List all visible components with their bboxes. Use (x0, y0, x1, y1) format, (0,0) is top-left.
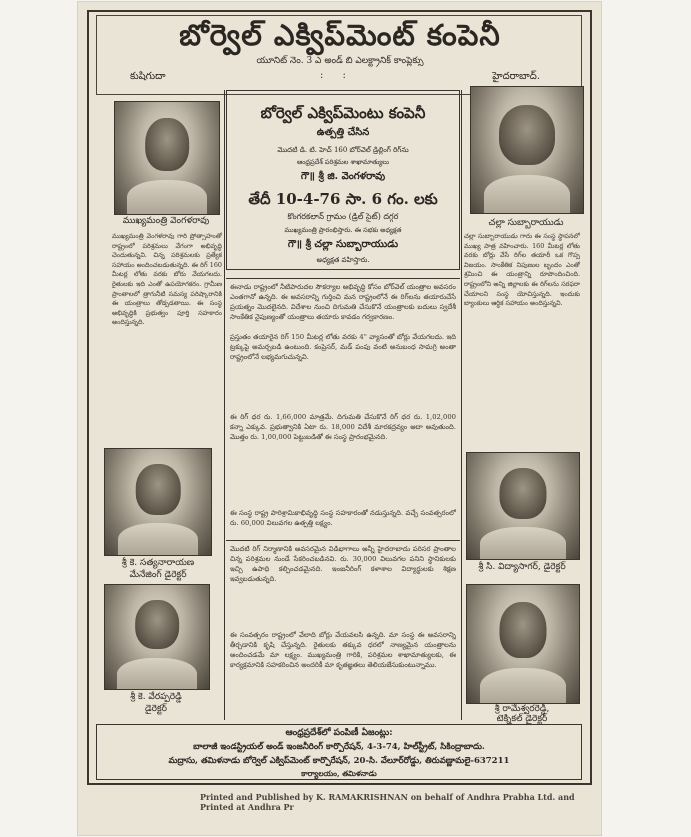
body-para-5: మొదటి రిగ్ నిర్మాణానికి అవసరమైన విడిభాగాలు అన్నీ హైదరాబాదు పరిసర ప్రాంతాల చిన్న పరిశ్రమల నుండే సేకరించబడినవి. రు. 30,000 విలువగల పనిని స్థానికులకు ఇచ్చి ఉపాధి కల్పించడమైనది. ఇంజనీరింగ్ కళాశాల విద్యార్థులకు శిక్షణ ఇవ్వబడుతున్నది. (230, 545, 456, 583)
photo-chief-minister (114, 101, 220, 215)
announce-subtitle: ఉత్పత్తి చేసిన (316, 127, 370, 138)
place-right: హైదరాబాద్. (492, 71, 540, 82)
announce-line10: అధ్యక్షత వహిస్తారు. (316, 256, 370, 264)
caption-top-right: చల్లా సుబ్బారాయుడు (488, 218, 564, 228)
caption-bot-left-2: డైరెక్టర్ (144, 704, 168, 714)
agents-line-1: బాలాజీ ఇండస్ట్రియల్ అండ్ ఇంజనీరింగ్ కార్పొరేషన్, 4-3-74, హిల్‌స్ట్రీట్, సికింద్రాబాదు. (193, 742, 485, 752)
announce-person: గౌ॥ శ్రీ జి. వెంగళరావు (300, 171, 386, 182)
caption-bot-right-2: టెక్నికల్ డైరెక్టర్ (496, 714, 548, 724)
announce-place: కొంగరకలాన్ గ్రామం (డ్రిల్ సైట్) దగ్గర (287, 212, 399, 221)
body-para-4: ఈ సంస్థ రాష్ట్ర పారిశ్రామికాభివృద్ధి సంస్థ సహకారంతో నడుస్తున్నది. వచ్చే సంవత్సరంలో రు. 60,000 విలువగల ఉత్పత్తి లక్ష్యం. (230, 509, 456, 527)
photo-managing-director (104, 448, 212, 556)
announce-line4: ఆంధ్రప్రదేశ్ పరిశ్రమల శాఖామాత్యులు (296, 158, 390, 166)
caption-bot-left-1: శ్రీ కె. వేరప్పరెడ్డి (130, 692, 182, 702)
caption-mid-left-2: మేనేజింగ్ డైరెక్టర్ (129, 570, 187, 580)
agents-line-3: కార్యాలయం, తమిళనాడు (301, 769, 377, 778)
agents-heading: ఆంధ్రప్రదేశ్‌లో పంపిణీ ఏజంట్లు: (285, 728, 393, 738)
right-column-text: చల్లా సుబ్బారాయుడు గారు ఈ సంస్థ స్థాపనలో ముఖ్య పాత్ర వహించారు. 160 మీటర్ల లోతు వరకు బోర్లు వేసే రిగ్‌ల తయారీ ఒక గొప్ప విజయం. సాంకేతిక నిపుణుల బృందం ఎంతో శ్రమించి ఈ యంత్రాన్ని రూపొందించింది. రాష్ట్రంలోని అన్ని జిల్లాలకు ఈ రిగ్‌లను సరఫరా చేయాలని సంస్థ యోచిస్తున్నది. ఇందుకు బ్యాంకులు ఆర్థిక సహాయం అందిస్తున్నవి. (464, 232, 580, 308)
caption-bot-right-1: శ్రీ రామేశ్వరరెడ్డి, (494, 704, 550, 714)
page-title: బోర్వెల్ ఎక్విప్‌మెంట్ కంపెనీ (179, 18, 501, 52)
announce-date: తేదీ 10-4-76 సా. 6 గం. లకు (248, 190, 438, 208)
body-para-1: ఈనాడు రాష్ట్రంలో నీటిపారుదల సౌకర్యాల అభివృద్ధి కోసం బోర్‌వెల్ యంత్రాల అవసరం ఎంతగానో ఉన్నది. ఈ అవసరాన్ని గుర్తించి మన రాష్ట్రంలోనే ఈ రిగ్‌లను తయారుచేసే ప్రయత్నం మొదలైనది. విదేశాల నుంచి దిగుమతి చేసుకొనే యంత్రాలకు బదులు స్వదేశీ సాంకేతిక నైపుణ్యంతో యంత్రాలు తయారు కావడం గర్వకారణం. (230, 283, 456, 321)
caption-top-left: ముఖ్యమంత్రి వెంగళరావు (122, 216, 210, 226)
body-para-6: ఈ సంవత్సరం రాష్ట్రంలో వేలాది బోర్లు వేయవలసి ఉన్నది. మా సంస్థ ఈ అవసరాన్ని తీర్చడానికి కృషి చేస్తున్నది. రైతులకు తక్కువ ధరలో నాణ్యమైన యంత్రాలను అందించడమే మా లక్ష్యం. ముఖ్యమంత్రి గారికి, పరిశ్రమల శాఖామాత్యులకు, ఈ కార్యక్రమానికి సహకరించిన అందరికీ మా కృతజ్ఞతలు తెలియజేసుకుంటున్నాము. (230, 631, 456, 669)
announce-line3: మొదటి డి. టి. హెచ్ 160 బోర్‌వెల్ డ్రిల్లింగ్ రిగ్‌ను (277, 146, 409, 154)
agents-line-2: మద్రాసు, తమిళనాడు బోర్వెల్ ఎక్విప్‌మెంట్ కార్పొరేషన్, 20-సి. వేలూర్‌రోడ్డు, తిరువణ్ణామలై-637211 (168, 756, 510, 766)
body-para-2: ప్రస్తుతం తయారైన రిగ్ 150 మీటర్ల లోతు వరకు 4" వ్యాసంతో బోర్లు వేయగలదు. ఇది ట్రక్కుపై అమర్చబడి ఉంటుంది. కంప్రెసర్, మడ్ పంపు వంటి అనుబంధ సామగ్రి అంతా రాష్ట్రంలోనే లభ్యమగుచున్నవి. (230, 333, 456, 361)
announce-line8: ముఖ్యమంత్రి ప్రారంభిస్తారు. ఈ సభకు అధ్యక్షత (284, 226, 402, 234)
caption-mid-right: శ్రీ సి. విద్యాసాగర్, డైరెక్టర్ (478, 562, 566, 572)
announce-company: బోర్వెల్ ఎక్విప్‌మెంటు కంపెనీ (260, 104, 426, 122)
photo-director-right (466, 452, 580, 560)
caption-mid-left-1: శ్రీ కె. సత్యనారాయణ (121, 558, 195, 568)
photo-technical-director (466, 584, 580, 704)
body-para-3: ఈ రిగ్ ధర రు. 1,66,000 మాత్రమే. దిగుమతి చేసుకొనే రిగ్ ధర రు. 1,02,000 కన్నా ఎక్కువ. ప్రభుత్వానికి ఏటా రు. 18,000 విదేశీ మారకద్రవ్యం ఆదా అవుతుంది. మొత్తం రు. 1,00,000 పెట్టుబడితో ఈ సంస్థ ప్రారంభమైనది. (230, 413, 456, 441)
photo-director-left (104, 584, 210, 690)
place-left: కుషిగుదా (130, 71, 166, 82)
photo-challa-subbarayudu (470, 86, 584, 214)
announce-chief: గౌ॥ శ్రీ చల్లా సుబ్బారాయుడు (287, 239, 399, 250)
printer-imprint: Printed and Published by K. RAMAKRISHNAN on behalf of Andhra Prabha Ltd. and Printed at Andhra Pr (200, 792, 575, 812)
left-column-text: ముఖ్యమంత్రి వెంగళరావు గారి ప్రోత్సాహంతో రాష్ట్రంలో పరిశ్రమలు వేగంగా అభివృద్ధి చెందుతున్నవి. చిన్న పరిశ్రమలకు ప్రత్యేక సహాయం అందించబడుతున్నది. ఈ రిగ్ 160 మీటర్ల లోతు వరకు బోరు వేయగలదు. రైతులకు ఇది ఎంతో ఉపయోగకరం. గ్రామీణ ప్రాంతాలలో త్రాగునీటి సమస్య పరిష్కారానికి ఈ యంత్రాలు తోడ్పడతాయి. ఈ సంస్థ అభివృద్ధికి ప్రభుత్వం పూర్తి సహకారం అందిస్తున్నది. (112, 232, 222, 327)
address-line: యూనిట్ నెం. 3 ఎ అండ్ బి ఎలక్ట్రానిక్ కాంప్లెక్సు (256, 56, 424, 66)
